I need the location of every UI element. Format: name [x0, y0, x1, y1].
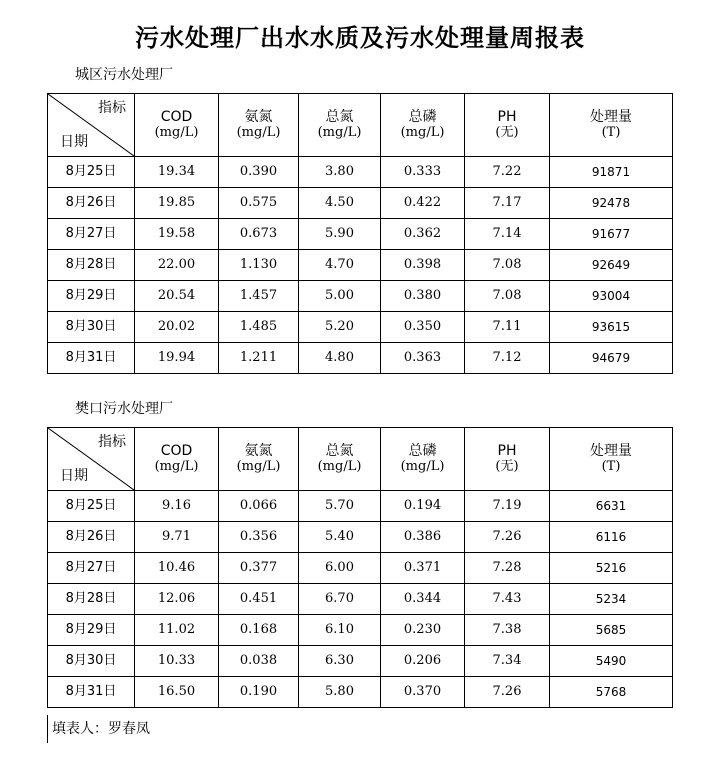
cell-volume: 92478 [550, 188, 673, 219]
cell-total-nitrogen: 5.90 [299, 219, 381, 250]
cell-ammonia: 0.673 [219, 219, 299, 250]
cell-volume: 93004 [550, 281, 673, 312]
cell-total-nitrogen: 4.80 [299, 343, 381, 374]
cell-volume: 5216 [550, 553, 673, 584]
table-row [48, 584, 673, 615]
header-ammonia: 氨氮 (mg/L) [219, 428, 299, 491]
table-row [48, 188, 673, 219]
header-cod: COD (mg/L) [135, 428, 219, 491]
cell-ph: 7.26 [465, 522, 550, 553]
cell-total-phosphorus: 0.206 [381, 646, 465, 677]
cell-ph: 7.38 [465, 615, 550, 646]
cell-ammonia: 0.575 [219, 188, 299, 219]
cell-ammonia: 1.130 [219, 250, 299, 281]
header-cod: COD (mg/L) [135, 94, 219, 157]
cell-volume: 93615 [550, 312, 673, 343]
cell-cod: 22.00 [135, 250, 219, 281]
cell-total-nitrogen: 4.50 [299, 188, 381, 219]
cell-total-phosphorus: 0.194 [381, 491, 465, 522]
cell-total-phosphorus: 0.398 [381, 250, 465, 281]
row-date: 8月27日 [48, 219, 135, 250]
cell-ammonia: 1.211 [219, 343, 299, 374]
table-row [48, 281, 673, 312]
header-total-phosphorus: 总磷 (mg/L) [381, 94, 465, 157]
row-date: 8月25日 [48, 491, 135, 522]
cell-cod: 20.02 [135, 312, 219, 343]
cell-ph: 7.08 [465, 281, 550, 312]
header-total-phosphorus: 总磷 (mg/L) [381, 428, 465, 491]
cell-total-phosphorus: 0.362 [381, 219, 465, 250]
table-row [48, 491, 673, 522]
cell-cod: 19.94 [135, 343, 219, 374]
cell-volume: 94679 [550, 343, 673, 374]
cell-volume: 92649 [550, 250, 673, 281]
table-row [48, 343, 673, 374]
header-volume: 处理量 (T) [550, 428, 673, 491]
header-ph: PH (无) [465, 94, 550, 157]
cell-ammonia: 0.190 [219, 677, 299, 708]
cell-total-phosphorus: 0.422 [381, 188, 465, 219]
cell-total-nitrogen: 5.20 [299, 312, 381, 343]
cell-total-phosphorus: 0.363 [381, 343, 465, 374]
cell-cod: 10.46 [135, 553, 219, 584]
cell-total-phosphorus: 0.350 [381, 312, 465, 343]
cell-volume: 5768 [550, 677, 673, 708]
header-corner-cell [48, 94, 135, 157]
cell-total-phosphorus: 0.344 [381, 584, 465, 615]
cell-cod: 9.71 [135, 522, 219, 553]
header-volume: 处理量 (T) [550, 94, 673, 157]
cell-total-nitrogen: 5.80 [299, 677, 381, 708]
row-date: 8月29日 [48, 281, 135, 312]
corner-date-label: 日期 [60, 134, 88, 150]
cell-volume: 6116 [550, 522, 673, 553]
cell-total-phosphorus: 0.380 [381, 281, 465, 312]
cell-total-nitrogen: 6.10 [299, 615, 381, 646]
cell-ph: 7.17 [465, 188, 550, 219]
cell-ph: 7.22 [465, 157, 550, 188]
cell-ammonia: 0.168 [219, 615, 299, 646]
row-date: 8月31日 [48, 677, 135, 708]
data-table-fankou [47, 427, 673, 708]
cell-total-nitrogen: 5.00 [299, 281, 381, 312]
corner-date-label: 日期 [60, 468, 88, 484]
row-date: 8月29日 [48, 615, 135, 646]
cell-total-phosphorus: 0.370 [381, 677, 465, 708]
cell-total-phosphorus: 0.230 [381, 615, 465, 646]
cell-ph: 7.08 [465, 250, 550, 281]
cell-cod: 16.50 [135, 677, 219, 708]
data-table-urban [47, 93, 673, 374]
cell-ph: 7.11 [465, 312, 550, 343]
cell-total-nitrogen: 6.30 [299, 646, 381, 677]
cell-total-nitrogen: 6.00 [299, 553, 381, 584]
header-ph: PH (无) [465, 428, 550, 491]
cell-cod: 11.02 [135, 615, 219, 646]
footer-filler: 填表人：罗春凤 [47, 715, 150, 743]
row-date: 8月25日 [48, 157, 135, 188]
cell-ph: 7.14 [465, 219, 550, 250]
cell-total-nitrogen: 5.70 [299, 491, 381, 522]
table-row [48, 219, 673, 250]
row-date: 8月26日 [48, 188, 135, 219]
cell-ph: 7.12 [465, 343, 550, 374]
header-total-nitrogen: 总氮 (mg/L) [299, 428, 381, 491]
table-row [48, 615, 673, 646]
cell-ammonia: 1.485 [219, 312, 299, 343]
cell-total-phosphorus: 0.333 [381, 157, 465, 188]
cell-cod: 19.34 [135, 157, 219, 188]
section-label-fankou: 樊口污水处理厂 [75, 401, 173, 417]
cell-ammonia: 1.457 [219, 281, 299, 312]
corner-indicator-label: 指标 [98, 434, 126, 450]
row-date: 8月26日 [48, 522, 135, 553]
cell-total-phosphorus: 0.386 [381, 522, 465, 553]
cell-volume: 6631 [550, 491, 673, 522]
cell-cod: 19.85 [135, 188, 219, 219]
cell-cod: 9.16 [135, 491, 219, 522]
row-date: 8月30日 [48, 312, 135, 343]
cell-ammonia: 0.356 [219, 522, 299, 553]
cell-volume: 5490 [550, 646, 673, 677]
cell-ammonia: 0.390 [219, 157, 299, 188]
cell-ph: 7.43 [465, 584, 550, 615]
table-row [48, 553, 673, 584]
row-date: 8月28日 [48, 250, 135, 281]
cell-cod: 19.58 [135, 219, 219, 250]
cell-ammonia: 0.066 [219, 491, 299, 522]
cell-total-nitrogen: 4.70 [299, 250, 381, 281]
table-row [48, 157, 673, 188]
table-row [48, 522, 673, 553]
cell-total-nitrogen: 5.40 [299, 522, 381, 553]
cell-total-phosphorus: 0.371 [381, 553, 465, 584]
cell-cod: 12.06 [135, 584, 219, 615]
section-label-urban: 城区污水处理厂 [75, 67, 173, 83]
cell-ph: 7.28 [465, 553, 550, 584]
row-date: 8月27日 [48, 553, 135, 584]
cell-ammonia: 0.377 [219, 553, 299, 584]
cell-cod: 10.33 [135, 646, 219, 677]
header-corner-cell [48, 428, 135, 491]
row-date: 8月30日 [48, 646, 135, 677]
cell-volume: 5685 [550, 615, 673, 646]
row-date: 8月28日 [48, 584, 135, 615]
table-header-row [48, 428, 673, 491]
cell-volume: 91677 [550, 219, 673, 250]
row-date: 8月31日 [48, 343, 135, 374]
cell-cod: 20.54 [135, 281, 219, 312]
page-title: 污水处理厂出水水质及污水处理量周报表 [135, 24, 585, 52]
cell-total-nitrogen: 3.80 [299, 157, 381, 188]
cell-volume: 5234 [550, 584, 673, 615]
table-header-row [48, 94, 673, 157]
cell-volume: 91871 [550, 157, 673, 188]
table-row [48, 312, 673, 343]
cell-ph: 7.34 [465, 646, 550, 677]
cell-ph: 7.19 [465, 491, 550, 522]
cell-total-nitrogen: 6.70 [299, 584, 381, 615]
cell-ph: 7.26 [465, 677, 550, 708]
table-row [48, 250, 673, 281]
table-row [48, 646, 673, 677]
header-total-nitrogen: 总氮 (mg/L) [299, 94, 381, 157]
corner-indicator-label: 指标 [98, 100, 126, 116]
cell-ammonia: 0.038 [219, 646, 299, 677]
cell-ammonia: 0.451 [219, 584, 299, 615]
header-ammonia: 氨氮 (mg/L) [219, 94, 299, 157]
table-row [48, 677, 673, 708]
